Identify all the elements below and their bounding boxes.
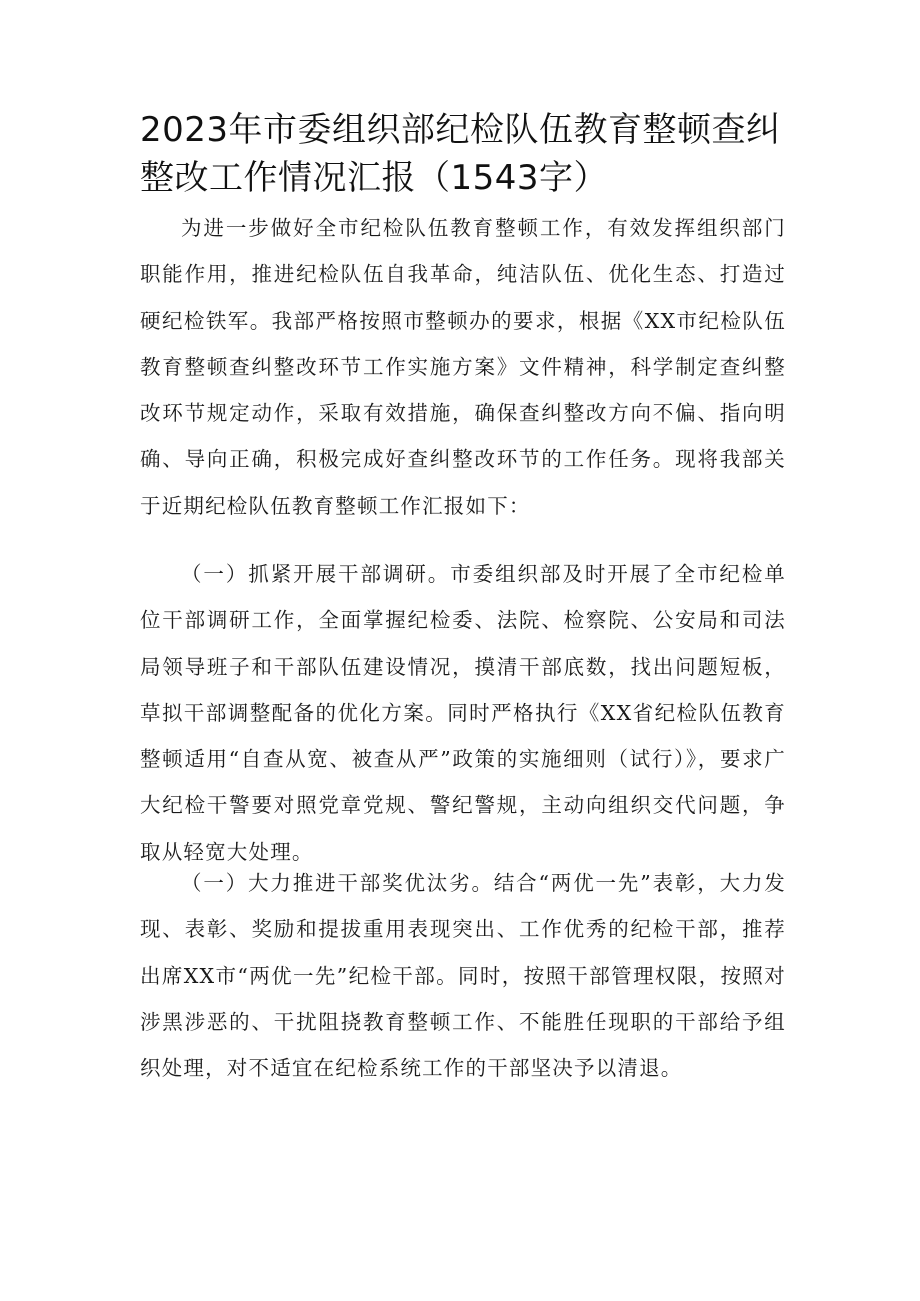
paragraph-intro: 为进一步做好全市纪检队伍教育整顿工作，有效发挥组织部门职能作用，推进纪检队伍自我革命，纯洁队伍、优化生态、打造过硬纪检铁军。我部严格按照市整顿办的要求，根据《XX市纪检队伍教育整顿查纠整改环节工作实施方案》文件精神，科学制定查纠整改环节规定动作，采取有效措施，确保查纠整改方向不偏、指向明确、导向正确，积极完成好查纠整改环节的工作任务。现将我部关于近期纪检队伍教育整顿工作汇报如下： — [140, 216, 786, 518]
paragraph-reward-elimination: （一）大力推进干部奖优汰劣。结合“两优一先”表彰，大力发现、表彰、奖励和提拔重用表现突出、工作优秀的纪检干部，推荐出席XX市“两优一先”纪检干部。同时，按照干部管理权限，按照对涉黑涉恶的、干扰阻挠教育整顿工作、不能胜任现职的干部给予组织处理，对不适宜在纪检系统工作的干部坚决予以清退。 — [140, 871, 786, 1081]
document-title: 2023年市委组织部纪检队伍教育整顿查纠整改工作情况汇报（1543字） — [140, 110, 781, 198]
paragraph-cadre-research: （一）抓紧开展干部调研。市委组织部及时开展了全市纪检单位干部调研工作，全面掌握纪检委、法院、检察院、公安局和司法局领导班子和干部队伍建设情况，摸清干部底数，找出问题短板，草拟干部调整配备的优化方案。同时严格执行《XX省纪检队伍教育整顿适用“自查从宽、被查从严”政策的实施细则（试行）》，要求广大纪检干警要对照党章党规、警纪警规，主动向组织交代问题，争取从轻宽大处理。 — [140, 562, 786, 864]
